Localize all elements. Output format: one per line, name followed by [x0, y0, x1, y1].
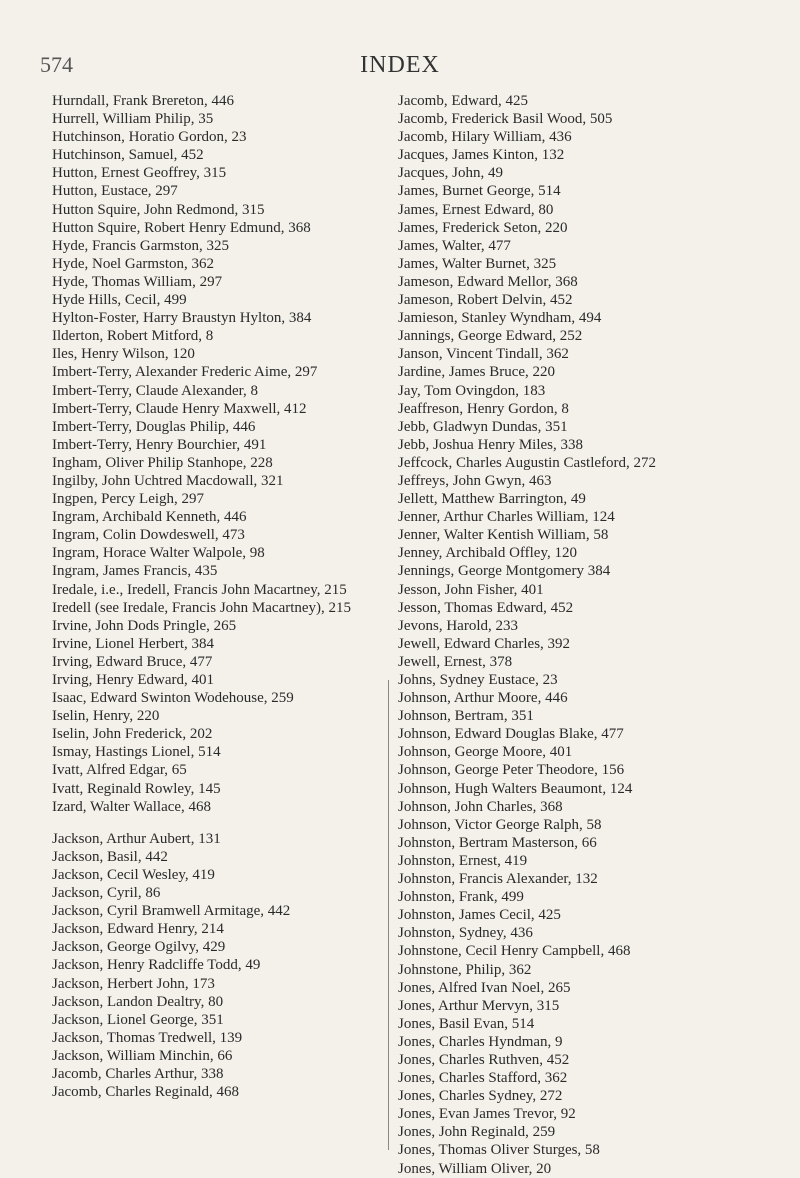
index-entry: Jackson, William Minchin, 66 — [52, 1047, 233, 1064]
index-entry: Hyde Hills, Cecil, 499 — [52, 292, 187, 309]
index-entry: Jones, Arthur Mervyn, 315 — [398, 997, 560, 1014]
index-entry: Ingram, Horace Walter Walpole, 98 — [52, 545, 265, 562]
index-entry: Hurrell, William Philip, 35 — [52, 111, 214, 128]
index-entry: James, Ernest Edward, 80 — [398, 201, 554, 218]
index-entry: Jackson, Landon Dealtry, 80 — [52, 993, 224, 1010]
index-entry: Irving, Henry Edward, 401 — [52, 672, 215, 688]
index-entry: Jeaffreson, Henry Gordon, 8 — [398, 400, 569, 417]
index-entry: Imbert-Terry, Claude Henry Maxwell, 412 — [52, 400, 307, 417]
index-entry: Jones, Charles Ruthven, 452 — [398, 1051, 570, 1068]
page-header — [0, 50, 800, 90]
index-entry: Jacomb, Charles Arthur, 338 — [52, 1065, 224, 1082]
index-entry: Johnson, Arthur Moore, 446 — [398, 690, 568, 707]
index-entry: Johnson, George Moore, 401 — [398, 744, 573, 761]
index-entry: Hylton-Foster, Harry Braustyn Hylton, 384 — [52, 310, 312, 327]
index-entry: Ivatt, Reginald Rowley, 145 — [52, 780, 221, 797]
index-entry: Jones, Charles Sydney, 272 — [398, 1088, 563, 1105]
index-entry: Jevons, Harold, 233 — [398, 617, 518, 634]
index-entry: James, Walter, 477 — [398, 237, 511, 254]
index-entry: Jackson, Edward Henry, 214 — [52, 921, 224, 938]
index-entry: Jackson, Lionel George, 351 — [52, 1011, 224, 1028]
index-entry: Jones, Charles Hyndman, 9 — [398, 1033, 563, 1050]
index-entry: Johnston, Francis Alexander, 132 — [398, 871, 598, 888]
index-entry: Jackson, Henry Radcliffe Todd, 49 — [52, 957, 261, 974]
index-entry: Jones, Basil Evan, 514 — [398, 1015, 535, 1032]
index-entry: Jones, John Reginald, 259 — [398, 1124, 556, 1141]
index-entry: Ivatt, Alfred Edgar, 65 — [52, 762, 187, 779]
index-entry: Johnson, Hugh Walters Beaumont, 124 — [398, 780, 633, 797]
index-entry: Janson, Vincent Tindall, 362 — [398, 346, 569, 363]
index-entry: Johnson, Edward Douglas Blake, 477 — [398, 726, 624, 743]
index-entry: Hyde, Thomas William, 297 — [52, 273, 223, 290]
index-entry: Iselin, John Frederick, 202 — [52, 726, 213, 743]
index-entry: Jones, William Oliver, 20 — [398, 1160, 552, 1177]
index-entry: Jay, Tom Ovingdon, 183 — [398, 382, 546, 399]
index-entry: Jackson, Thomas Tredwell, 139 — [52, 1029, 243, 1046]
index-entry: Hyde, Francis Garmston, 325 — [52, 237, 230, 254]
index-entry: Hutton, Eustace, 297 — [52, 183, 178, 200]
index-entry: Jackson, Herbert John, 173 — [52, 975, 215, 992]
left-column — [52, 92, 374, 1101]
index-entry: Jackson, Cyril, 86 — [52, 885, 161, 902]
index-entry: Iredale, i.e., Iredell, Francis John Macartney, 215 — [52, 581, 347, 598]
page-title: INDEX — [360, 52, 440, 78]
index-entry: Jones, Charles Stafford, 362 — [398, 1070, 568, 1087]
index-entry: Ilderton, Robert Mitford, 8 — [52, 328, 214, 345]
index-entry: Johnston, Ernest, 419 — [398, 852, 528, 869]
index-entry: Johns, Sydney Eustace, 23 — [398, 672, 558, 688]
index-entry: Jenner, Arthur Charles William, 124 — [398, 509, 615, 526]
index-entry: Jesson, Thomas Edward, 452 — [398, 599, 574, 616]
index-entry: Jackson, Cyril Bramwell Armitage, 442 — [52, 903, 291, 920]
index-entry: Jacques, James Kinton, 132 — [398, 147, 565, 164]
index-entry: Jewell, Ernest, 378 — [398, 653, 513, 670]
column-divider — [388, 680, 389, 1150]
index-entry: Johnston, Sydney, 436 — [398, 925, 533, 942]
index-entry: Imbert-Terry, Alexander Frederic Aime, 297 — [52, 364, 318, 381]
index-entry: Imbert-Terry, Douglas Philip, 446 — [52, 418, 256, 435]
index-entry: Iredell (see Iredale, Francis John Macartney), 215 — [52, 599, 352, 616]
index-entry: Jebb, Gladwyn Dundas, 351 — [398, 418, 568, 435]
index-entry: Johnstone, Philip, 362 — [398, 961, 532, 978]
index-entry: Johnson, Bertram, 351 — [398, 708, 534, 725]
index-entry: Irvine, John Dods Pringle, 265 — [52, 617, 237, 634]
index-entry: Johnson, George Peter Theodore, 156 — [398, 762, 625, 779]
index-entry: Jamieson, Stanley Wyndham, 494 — [398, 310, 602, 327]
index-entry: Jenner, Walter Kentish William, 58 — [398, 527, 609, 544]
index-entry: Jacomb, Frederick Basil Wood, 505 — [398, 111, 613, 128]
index-entry: Hutton, Ernest Geoffrey, 315 — [52, 165, 227, 182]
index-entry: Jacomb, Edward, 425 — [398, 93, 528, 109]
right-column — [398, 92, 768, 1178]
index-entry: Jacomb, Hilary William, 436 — [398, 129, 572, 146]
index-entry: Isaac, Edward Swinton Wodehouse, 259 — [52, 690, 294, 707]
index-entry: Irving, Edward Bruce, 477 — [52, 653, 213, 670]
index-entry: Ismay, Hastings Lionel, 514 — [52, 744, 221, 761]
index-entry: Hurndall, Frank Brereton, 446 — [52, 93, 235, 109]
index-entry: Ingram, James Francis, 435 — [52, 563, 218, 580]
index-entry: Hutton Squire, Robert Henry Edmund, 368 — [52, 219, 311, 236]
index-entry: Iles, Henry Wilson, 120 — [52, 346, 195, 363]
index-entry: Jones, Thomas Oliver Sturges, 58 — [398, 1142, 600, 1159]
index-entry: Jannings, George Edward, 252 — [398, 328, 583, 345]
index-entry: Hutchinson, Samuel, 452 — [52, 147, 204, 164]
index-entry: Jardine, James Bruce, 220 — [398, 364, 556, 381]
index-entry: Jeffcock, Charles Augustin Castleford, 272 — [398, 454, 657, 471]
section-gap — [52, 816, 374, 830]
index-entry: Ingpen, Percy Leigh, 297 — [52, 491, 205, 508]
index-entry: Johnston, James Cecil, 425 — [398, 907, 561, 924]
index-entry: Ingham, Oliver Philip Stanhope, 228 — [52, 454, 273, 471]
index-entry: Johnson, Victor George Ralph, 58 — [398, 816, 602, 833]
index-entry: Johnston, Frank, 499 — [398, 889, 524, 906]
index-entry: James, Walter Burnet, 325 — [398, 255, 557, 272]
index-entry: Ingram, Archibald Kenneth, 446 — [52, 509, 247, 526]
index-entry: Hutton Squire, John Redmond, 315 — [52, 201, 265, 218]
index-entry: James, Frederick Seton, 220 — [398, 219, 568, 236]
index-entry: Ingram, Colin Dowdeswell, 473 — [52, 527, 245, 544]
index-entry: Hutchinson, Horatio Gordon, 23 — [52, 129, 247, 146]
index-entry: James, Burnet George, 514 — [398, 183, 561, 200]
index-entry: Hyde, Noel Garmston, 362 — [52, 255, 215, 272]
index-entry: Jackson, Arthur Aubert, 131 — [52, 830, 221, 847]
index-entry: Jackson, George Ogilvy, 429 — [52, 939, 226, 956]
index-entry: Jewell, Edward Charles, 392 — [398, 635, 571, 652]
index-entry: Jennings, George Montgomery 384 — [398, 563, 611, 580]
index-entry: Izard, Walter Wallace, 468 — [52, 798, 212, 815]
index-entry: Imbert-Terry, Claude Alexander, 8 — [52, 382, 259, 399]
index-entry: Irvine, Lionel Herbert, 384 — [52, 635, 215, 652]
index-entry: Jackson, Basil, 442 — [52, 848, 168, 865]
index-entry: Jackson, Cecil Wesley, 419 — [52, 866, 215, 883]
index-entry: Imbert-Terry, Henry Bourchier, 491 — [52, 436, 267, 453]
page-number: 574 — [40, 52, 73, 77]
index-entry: Jacomb, Charles Reginald, 468 — [52, 1084, 240, 1101]
index-entry: Johnson, John Charles, 368 — [398, 798, 563, 815]
index-entry: Jebb, Joshua Henry Miles, 338 — [398, 436, 583, 453]
index-entry: Jones, Alfred Ivan Noel, 265 — [398, 979, 571, 996]
index-entry: Jameson, Robert Delvin, 452 — [398, 292, 573, 309]
index-entry: Jesson, John Fisher, 401 — [398, 581, 544, 598]
index-entry: Johnstone, Cecil Henry Campbell, 468 — [398, 943, 631, 960]
index-entry: Jellett, Matthew Barrington, 49 — [398, 491, 586, 508]
index-entry: Jameson, Edward Mellor, 368 — [398, 273, 578, 290]
index-entry: Jones, Evan James Trevor, 92 — [398, 1106, 576, 1123]
index-entry: Jacques, John, 49 — [398, 165, 503, 182]
index-entry: Iselin, Henry, 220 — [52, 708, 160, 725]
index-entry: Ingilby, John Uchtred Macdowall, 321 — [52, 472, 284, 489]
index-entry: Jenney, Archibald Offley, 120 — [398, 545, 577, 562]
index-entry: Jeffreys, John Gwyn, 463 — [398, 472, 552, 489]
index-entry: Johnston, Bertram Masterson, 66 — [398, 834, 597, 851]
